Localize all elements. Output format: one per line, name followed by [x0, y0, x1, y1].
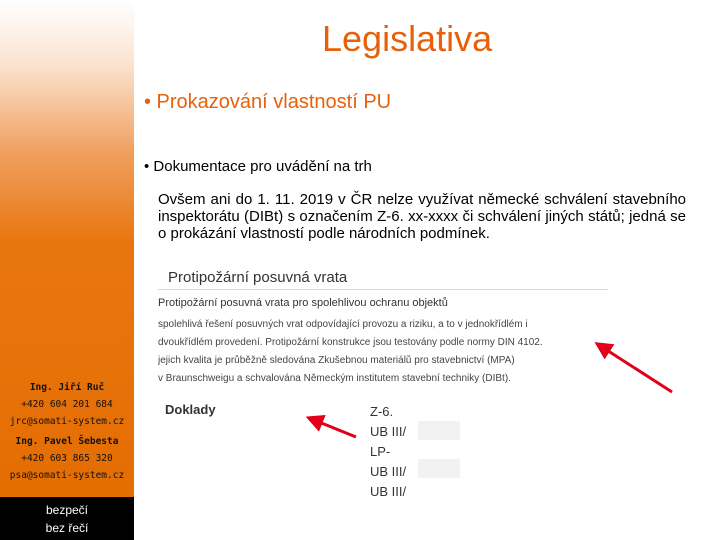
screenshot-text-line: spolehlivá řešení posuvných vrat odpovídající provozu a riziku, a to v jednokřídlém i [158, 319, 528, 330]
contact-email: psa@somati-system.cz [9, 470, 125, 481]
documents-label: Doklady [165, 402, 216, 417]
screenshot-text-line: dvoukřídlém provedení. Protipožární konstrukce jsou testovány podle normy DIN 4102. [158, 337, 543, 348]
document-code: LP- [370, 444, 391, 459]
screenshot-text-line: v Braunschweigu a schvalována Německým institutem stavební techniky (DIBt). [158, 373, 511, 384]
contact-name: Ing. Pavel Šebesta [15, 436, 119, 447]
document-code: UB III/ [370, 424, 407, 439]
page-title: Legislativa [322, 18, 493, 59]
bullet-subheading: • Dokumentace pro uvádění na trh [144, 158, 372, 175]
screenshot-text-line: jejich kvalita je průběžně sledována Zkušebnou materiálů pro stavebnictví (MPA) [158, 355, 515, 366]
arrow-to-document-code [314, 420, 356, 437]
arrow-to-dibt-text [602, 347, 672, 392]
document-code: Z-6. [370, 404, 394, 419]
screenshot-subheading: Protipožární posuvná vrata pro spolehlivou ochranu objektů [158, 297, 448, 309]
document-code: UB III/ [370, 464, 407, 479]
contact-phone: +420 604 201 684 [21, 399, 113, 410]
motto-line-1: bezpečí [45, 503, 89, 517]
contact-email: jrc@somati-system.cz [9, 416, 125, 427]
body-paragraph: Ovšem ani do 1. 11. 2019 v ČR nelze využívat německé schválení stavebního inspektorátu (DIBt) s označením Z-6. xx-xxxx či schválení jiných států; jedná se o prokázání vlastností podle národních podmínek. [158, 191, 686, 242]
bullet-heading: • Prokazování vlastností PU [144, 91, 392, 113]
document-code: UB III/ [370, 484, 407, 499]
contact-name: Ing. Jiří Ruč [29, 382, 105, 393]
screenshot-heading: Protipožární posuvná vrata [168, 269, 348, 286]
motto-line-2: bez řečí [45, 521, 89, 535]
contact-phone: +420 603 865 320 [21, 453, 113, 464]
